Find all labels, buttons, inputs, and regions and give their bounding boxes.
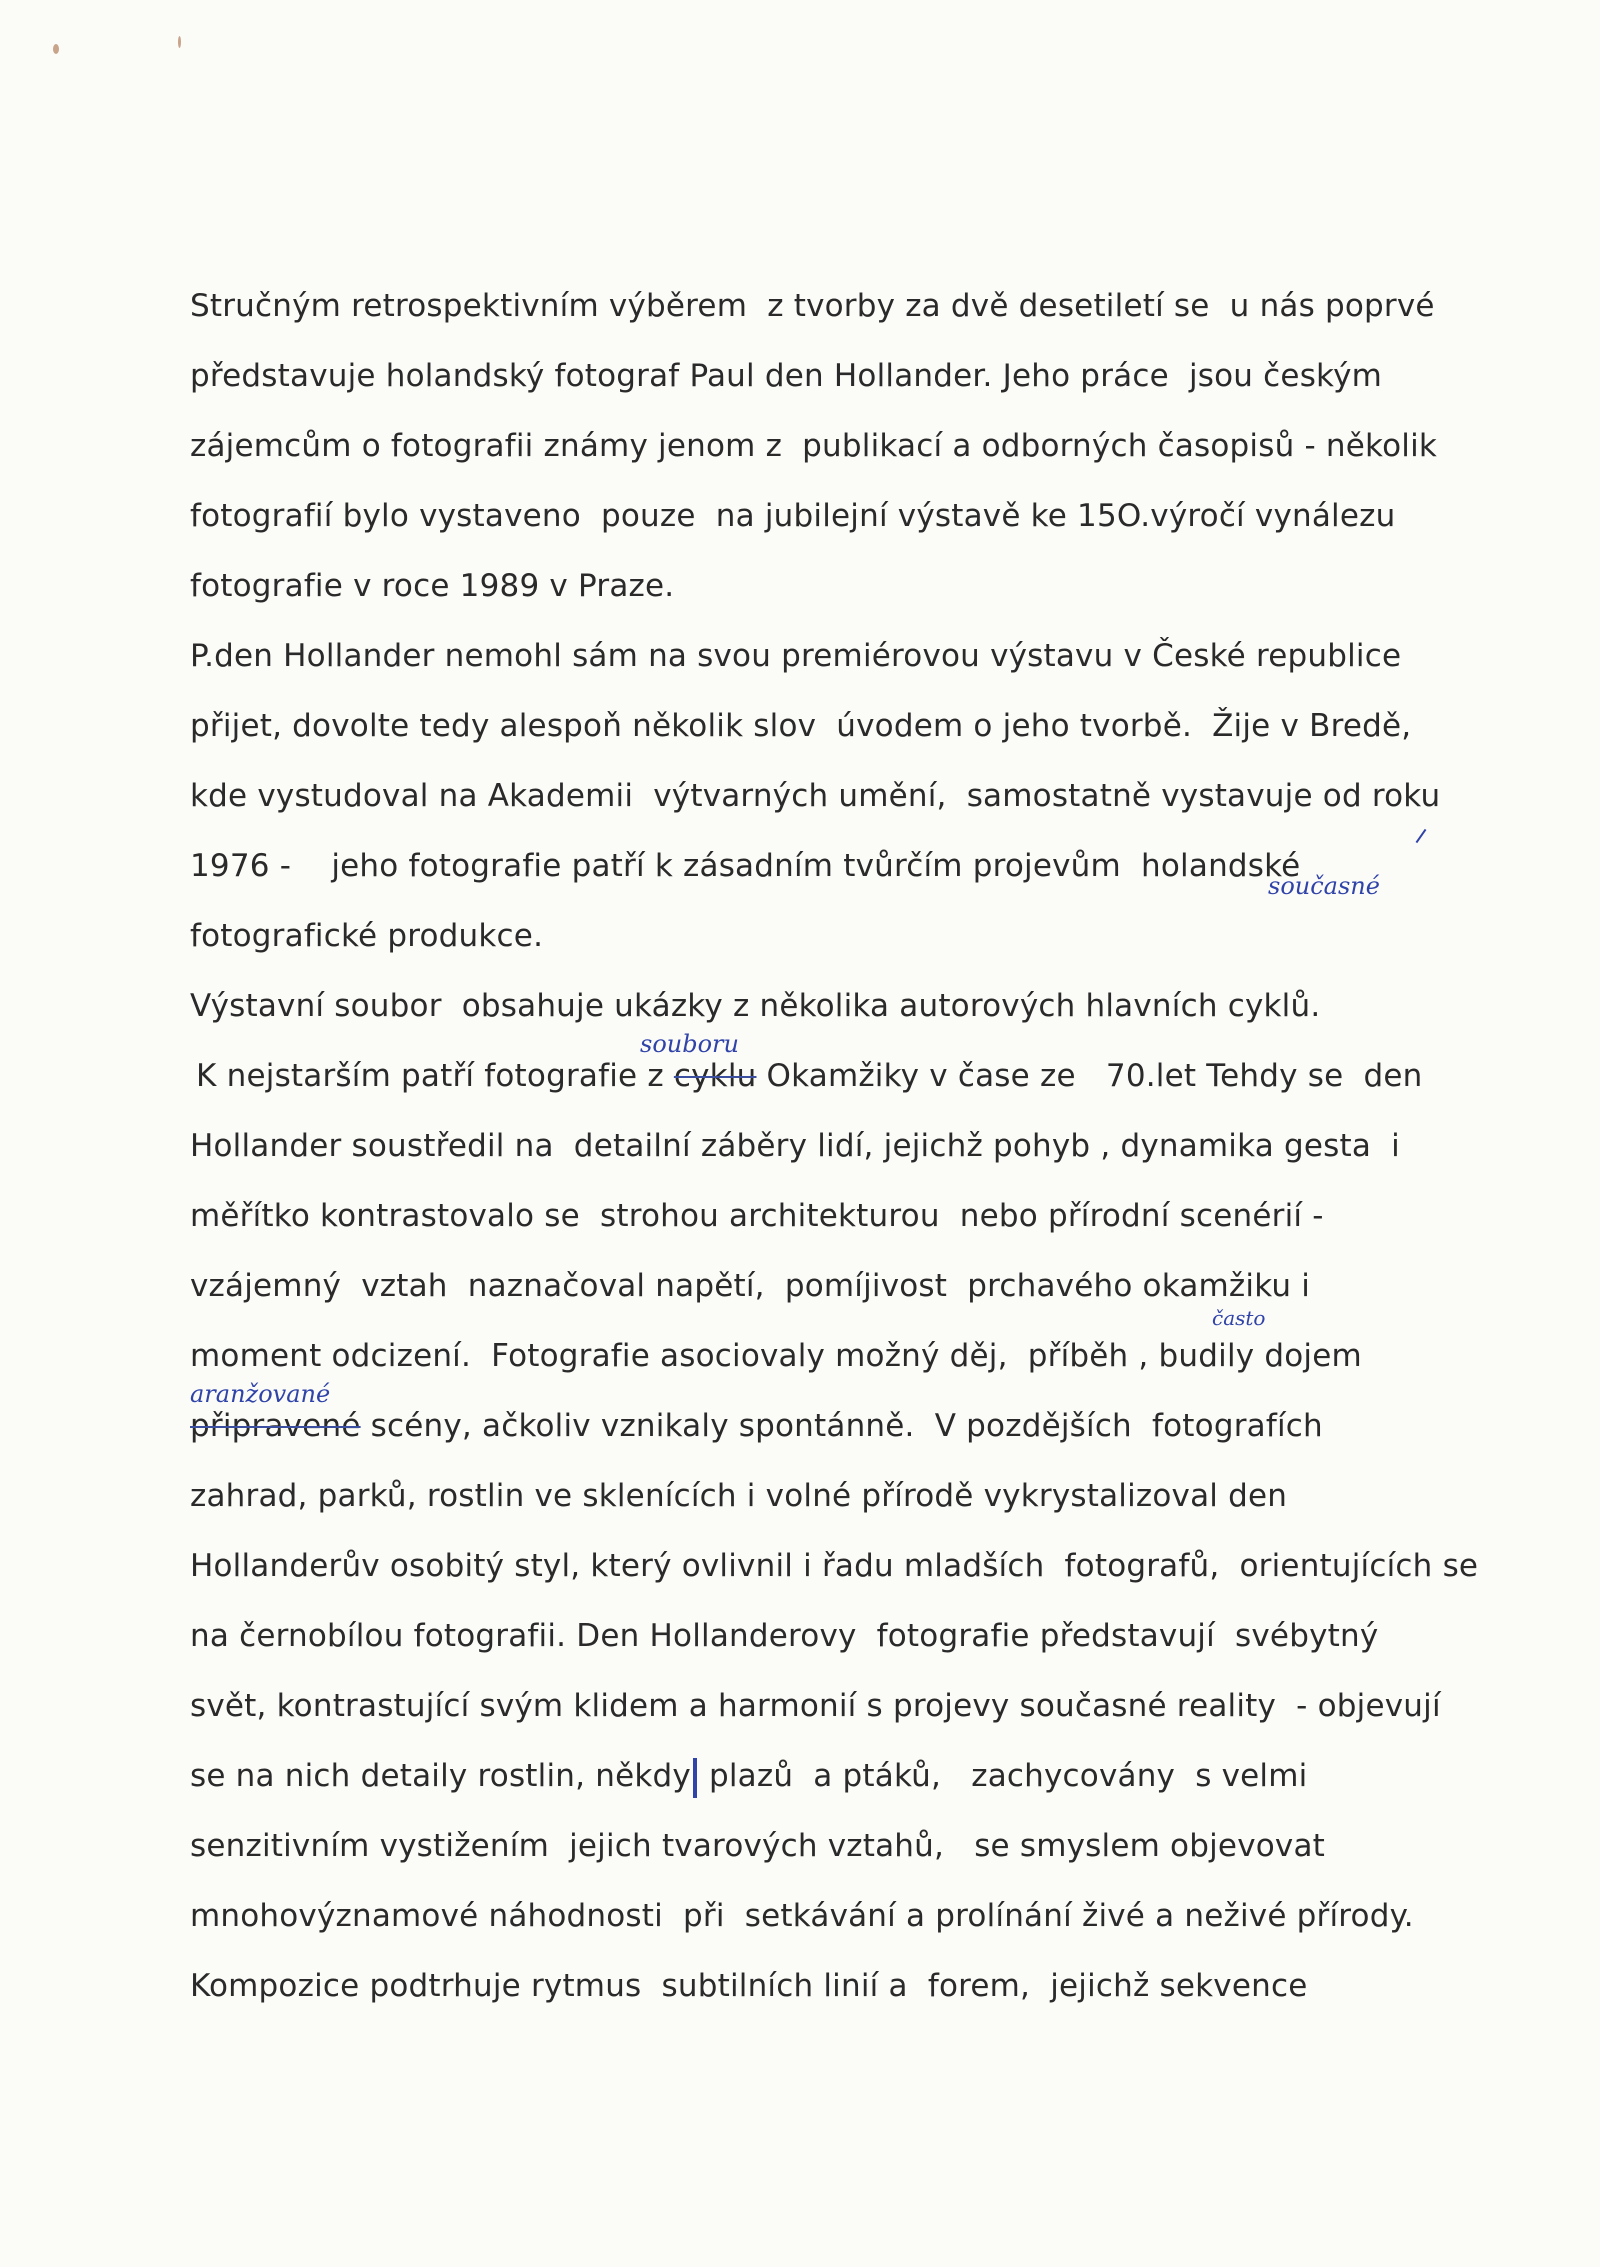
- text-line-3: zájemcům o fotografii známy jenom z publikací a odborných časopisů - několik: [190, 428, 1438, 464]
- line-12-before: K nejstarším patří fotografie z: [186, 1058, 674, 1094]
- text-line-24: mnohovýznamové náhodnosti při setkávání a prolínání živé a neživé přírody.: [190, 1898, 1414, 1934]
- text-line-7: přijet, dovolte tedy alespoň několik slov úvodem o jeho tvorbě. Žije v Bredě,: [190, 708, 1412, 744]
- text-line-23: senzitivním vystižením jejich tvarových vztahů, se smyslem objevovat: [190, 1828, 1325, 1864]
- text-line-15: vzájemný vztah naznačoval napětí, pomíjivost prchavého okamžiku i: [190, 1268, 1311, 1304]
- line-22-after: plazů a ptáků, zachycovány s velmi: [698, 1758, 1308, 1794]
- handwritten-accent-mark: [1416, 829, 1427, 843]
- text-line-13: Hollander soustředil na detailní záběry lidí, jejichž pohyb , dynamika gesta i: [190, 1128, 1400, 1164]
- text-line-2: představuje holandský fotograf Paul den Hollander. Jeho práce jsou českým: [190, 358, 1383, 394]
- handwritten-annotation-aranzovane: aranžované: [190, 1380, 331, 1408]
- text-line-8: kde vystudoval na Akademii výtvarných umění, samostatně vystavuje od roku: [190, 778, 1441, 814]
- text-line-16: moment odcizení. Fotografie asociovaly možný děj, příběh , budily dojem: [190, 1338, 1362, 1374]
- line-17-after: scény, ačkoliv vznikaly spontánně. V pozdějších fotografích: [360, 1408, 1323, 1444]
- handwritten-annotation-casto: často: [1212, 1306, 1266, 1330]
- text-line-1: Stručným retrospektivním výběrem z tvorby za dvě desetiletí se u nás poprvé: [190, 288, 1435, 324]
- text-line-14: měřítko kontrastovalo se strohou architekturou nebo přírodní scenérií -: [190, 1198, 1324, 1234]
- text-line-10: fotografické produkce.: [190, 918, 544, 954]
- text-line-19: Hollanderův osobitý styl, který ovlivnil i řadu mladších fotografů, orientujících se: [190, 1548, 1479, 1584]
- paper-speck: [53, 44, 59, 54]
- text-line-17: [190, 1406, 1323, 1446]
- handwritten-annotation-soucasne: současné: [1268, 872, 1380, 900]
- text-line-5: fotografie v roce 1989 v Praze.: [190, 568, 675, 604]
- line-22-before: se na nich detaily rostlin, někdy: [190, 1758, 691, 1794]
- struck-word-pripravene: připravené: [190, 1408, 361, 1444]
- struck-word-cyklu: cyklu: [673, 1058, 757, 1094]
- handwritten-annotation-souboru: souboru: [640, 1030, 739, 1058]
- text-line-4: fotografií bylo vystaveno pouze na jubilejní výstavě ke 15O.výročí vynálezu: [190, 498, 1396, 534]
- line-12-after: Okamžiky v čase ze 70.let Tehdy se den: [756, 1058, 1423, 1094]
- text-line-25: Kompozice podtrhuje rytmus subtilních linií a forem, jejichž sekvence: [190, 1968, 1308, 2004]
- paper-speck: [178, 36, 181, 48]
- text-line-9: 1976 - jeho fotografie patří k zásadním tvůrčím projevům holandské: [190, 848, 1301, 884]
- text-line-20: na černobílou fotografii. Den Hollanderovy fotografie představují svébytný: [190, 1618, 1379, 1654]
- text-line-21: svět, kontrastující svým klidem a harmonií s projevy současné reality - objevují: [190, 1688, 1441, 1724]
- text-line-6: P.den Hollander nemohl sám na svou premiérovou výstavu v České republice: [190, 638, 1402, 674]
- text-line-11: Výstavní soubor obsahuje ukázky z několika autorových hlavních cyklů.: [190, 988, 1321, 1024]
- text-line-18: zahrad, parků, rostlin ve sklenících i volné přírodě vykrystalizoval den: [190, 1478, 1288, 1514]
- text-line-22: [190, 1756, 1307, 1798]
- handwritten-insertion-mark: [693, 1758, 697, 1798]
- text-line-12: [186, 1056, 1422, 1096]
